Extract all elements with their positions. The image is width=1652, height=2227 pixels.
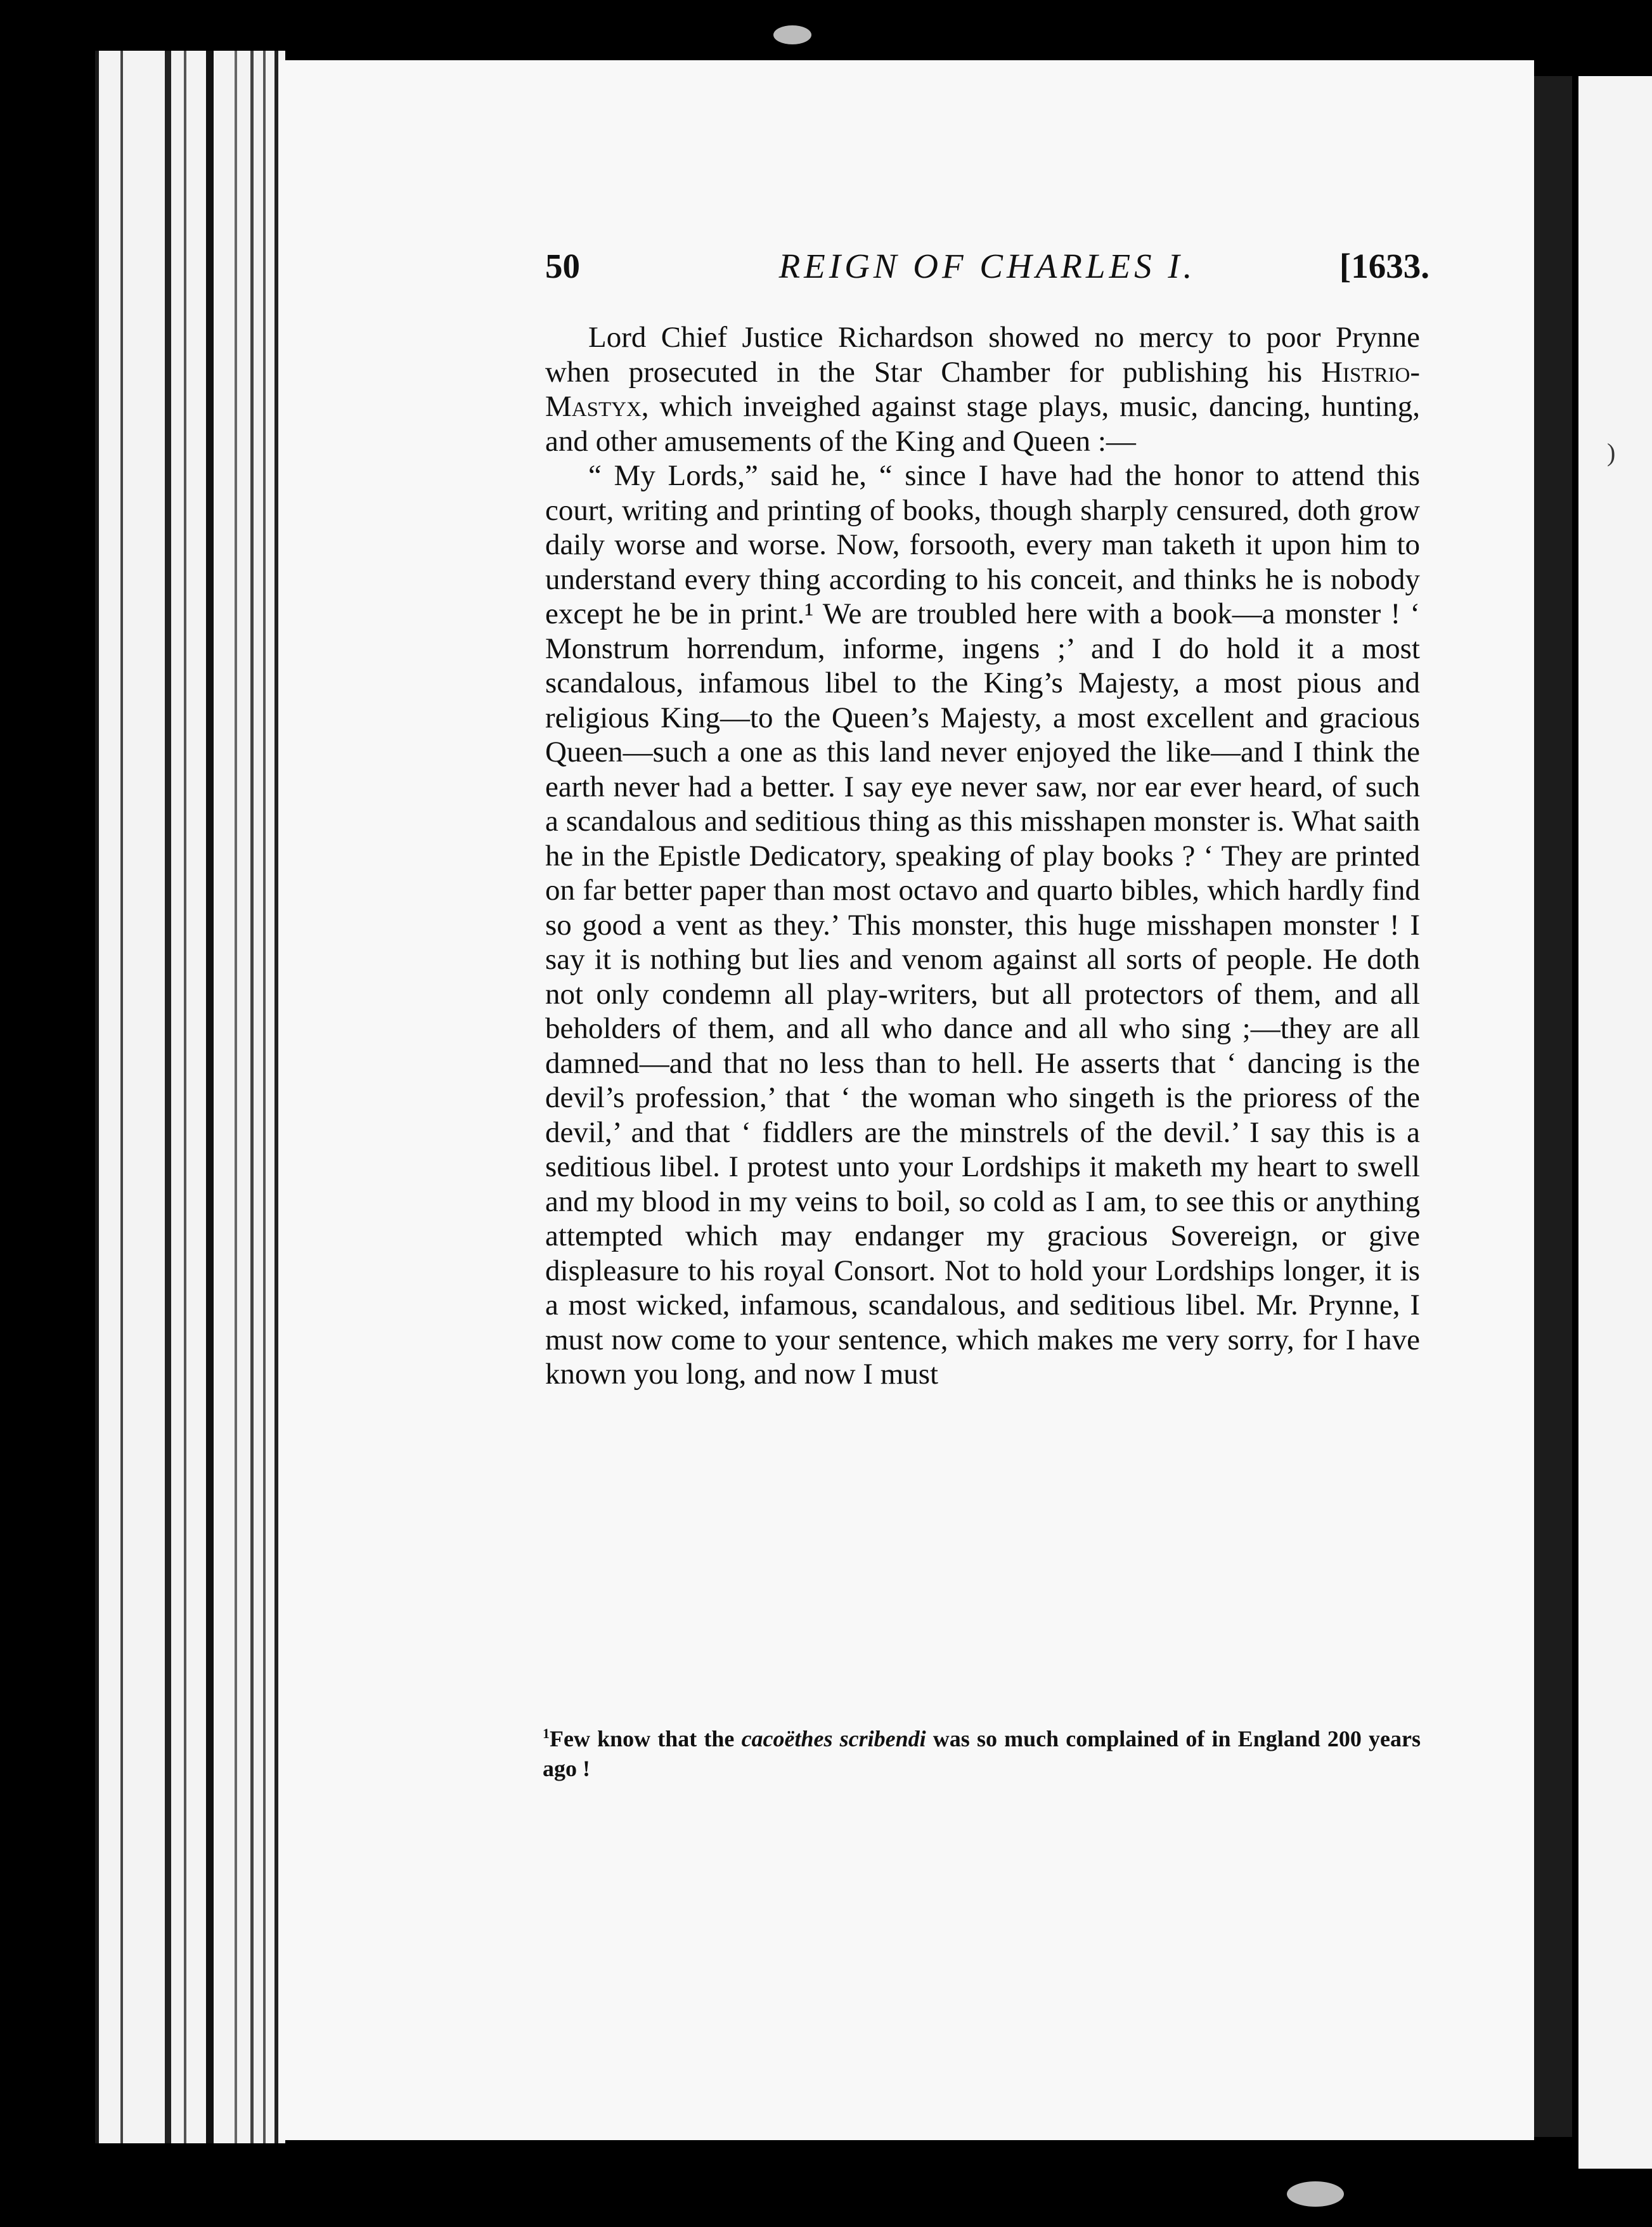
footnote — [543, 1718, 1421, 1784]
page-edge-line — [274, 51, 278, 2143]
page-binding-shadow — [1534, 76, 1572, 2137]
page-edge-line — [206, 51, 214, 2143]
paragraph-intro-text: Lord Chief Justice Richardson showed no mercy to poor Prynne when prosecuted in the Star Chamber for publishing his — [545, 321, 1420, 389]
page-number: 50 — [545, 247, 580, 285]
page-edge-line — [165, 51, 171, 2143]
paragraph-intro-text-continued: , which inveighed against stage plays, music, dancing, hunting, and other amusements of the King and Queen :— — [545, 390, 1420, 458]
footnote-italic-phrase: cacoëthes scribendi — [741, 1726, 926, 1751]
page-edge-line — [95, 51, 99, 2143]
footnote-text-continued: was so much complained of in England 200 years ago ! — [543, 1726, 1421, 1781]
paragraph-speech: “ My Lords,” said he, “ since I have had the honor to attend this court, writing and printing of books, though sharply censured, doth grow daily worse and worse. Now, forsooth, every man taketh it upon him to understand every thing according to his conceit, and thinks he is nobody except he be in print.¹ We are troubled here with a book—a monster ! ‘ Monstrum horrendum, informe, ingens ;’ and I do hold it a most scandalous, infamous libel to the King’s Majesty, a most pious and religious King—to the Queen’s Majesty, a most excellent and gracious Queen—such a one as this land never enjoyed the like—and I think the earth never had a better. I say eye never saw, nor ear ever heard, of such a scandalous and seditious thing as this misshapen monster is. What saith he in the Epistle Dedicatory, speaking of play books ? ‘ They are printed on far better paper than most octavo and quarto bibles, which hardly find so good a vent as they.’ This monster, this huge misshapen monster ! I say it is nothing but lies and venom against all sorts of people. He doth not only condemn all play-writers, but all protectors of them, and all beholders of them, and all who dance and all who sing ;—they are all damned—and that no less than to hell. He asserts that ‘ dancing is the devil’s profession,’ that ‘ the woman who singeth is the prioress of the devil,’ and that ‘ fiddlers are the minstrels of the devil.’ I say this is a seditious libel. I protest unto your Lordships it maketh my heart to swell and my blood in my veins to boil, so cold as I am, to see this or anything attempted which may endanger my gracious Sovereign, or give displeasure to his royal Consort. Not to hold your Lordships longer, it is a most wicked, infamous, scandalous, and seditious libel. Mr. Prynne, I must now come to your sentence, which makes me very sorry, for I have known you long, and now I must — [545, 459, 1420, 1391]
facing-page-edge — [1578, 76, 1652, 2169]
page-edge-line — [184, 51, 186, 2143]
running-head — [545, 246, 1429, 290]
paragraph-intro — [545, 320, 1420, 458]
scan-artifact — [1287, 2181, 1344, 2207]
running-year: [1633. — [1339, 247, 1429, 285]
book-title: Histrio-Mastyx — [545, 355, 1420, 423]
page-stack-edges — [95, 51, 285, 2143]
page-edge-line — [235, 51, 237, 2143]
footnote-mark: 1 — [543, 1725, 550, 1741]
scan-artifact — [773, 25, 811, 44]
page-edge-line — [120, 51, 123, 2143]
running-title: REIGN OF CHARLES I. — [778, 247, 1196, 285]
facing-page-mark: ) — [1607, 438, 1616, 467]
page-edge-line — [263, 51, 266, 2143]
footnote-text: Few know that the — [550, 1726, 742, 1751]
page-edge-line — [250, 51, 254, 2143]
body-text — [545, 320, 1420, 1392]
